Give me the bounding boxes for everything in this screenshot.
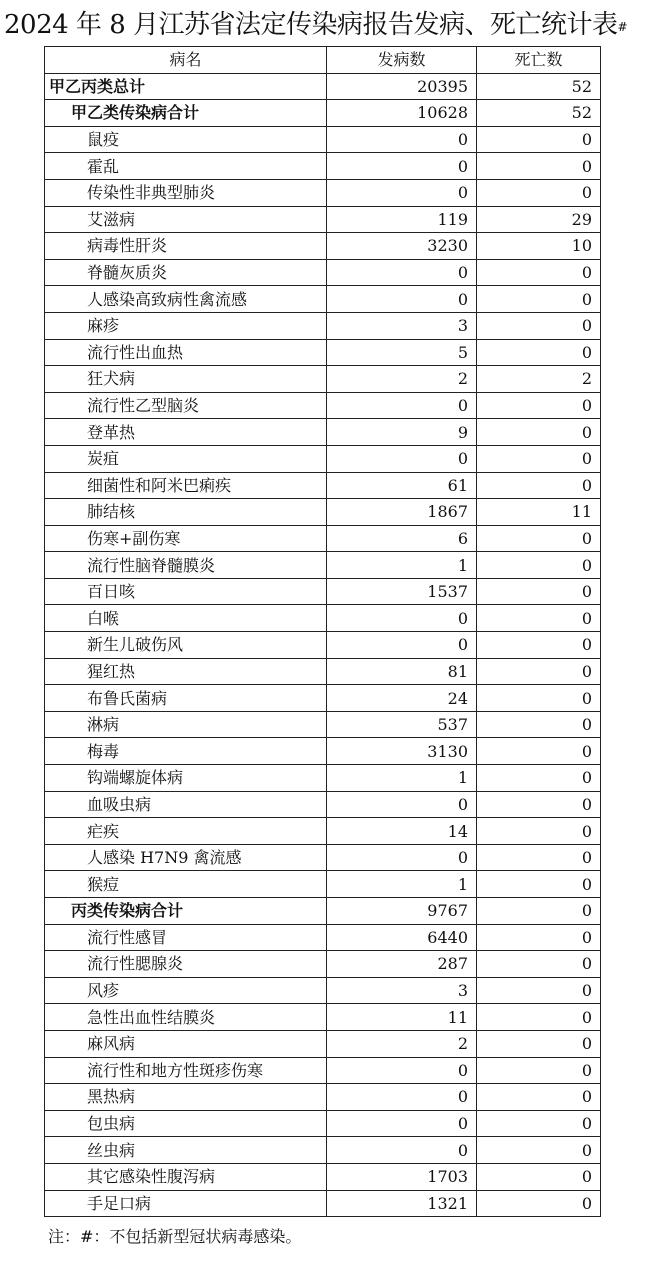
deaths-cell: 52	[477, 100, 601, 127]
cases-cell: 0	[327, 632, 477, 659]
table-row	[45, 632, 601, 659]
table-row	[45, 525, 601, 552]
table-row	[45, 1110, 601, 1137]
cases-cell: 61	[327, 472, 477, 499]
cases-cell: 6440	[327, 924, 477, 951]
deaths-cell: 0	[477, 552, 601, 579]
table-row	[45, 206, 601, 233]
header-disease-name: 病名	[45, 47, 327, 74]
disease-name-cell: 麻疹	[45, 312, 327, 339]
disease-name-cell: 病毒性肝炎	[45, 233, 327, 260]
cases-cell: 0	[327, 445, 477, 472]
cases-cell: 1867	[327, 499, 477, 526]
deaths-cell: 10	[477, 233, 601, 260]
table-row	[45, 1163, 601, 1190]
table-row	[45, 1084, 601, 1111]
deaths-cell: 0	[477, 1110, 601, 1137]
cases-cell: 11	[327, 1004, 477, 1031]
cases-cell: 537	[327, 711, 477, 738]
header-deaths: 死亡数	[477, 47, 601, 74]
disease-name-cell: 流行性乙型脑炎	[45, 392, 327, 419]
deaths-cell: 0	[477, 924, 601, 951]
deaths-cell: 0	[477, 286, 601, 313]
cases-cell: 287	[327, 951, 477, 978]
deaths-cell: 0	[477, 392, 601, 419]
table-row	[45, 1004, 601, 1031]
cases-cell: 0	[327, 844, 477, 871]
disease-name-cell: 黑热病	[45, 1084, 327, 1111]
deaths-cell: 0	[477, 525, 601, 552]
disease-name-cell: 麻风病	[45, 1030, 327, 1057]
deaths-cell: 0	[477, 1137, 601, 1164]
disease-name-cell: 流行性脑脊髓膜炎	[45, 552, 327, 579]
cases-cell: 0	[327, 179, 477, 206]
table-row	[45, 286, 601, 313]
disease-name-cell: 疟疾	[45, 818, 327, 845]
cases-cell: 1321	[327, 1190, 477, 1217]
table-row	[45, 977, 601, 1004]
deaths-cell: 2	[477, 366, 601, 393]
table-row	[45, 153, 601, 180]
cases-cell: 3130	[327, 738, 477, 765]
cases-cell: 14	[327, 818, 477, 845]
disease-name-cell: 风疹	[45, 977, 327, 1004]
deaths-cell: 0	[477, 658, 601, 685]
table-row	[45, 711, 601, 738]
deaths-cell: 0	[477, 312, 601, 339]
cases-cell: 119	[327, 206, 477, 233]
table-row	[45, 605, 601, 632]
table-row	[45, 126, 601, 153]
disease-name-cell: 布鲁氏菌病	[45, 685, 327, 712]
deaths-cell: 0	[477, 791, 601, 818]
disease-name-cell: 肺结核	[45, 499, 327, 526]
cases-cell: 5	[327, 339, 477, 366]
disease-name-cell: 丝虫病	[45, 1137, 327, 1164]
deaths-cell: 0	[477, 179, 601, 206]
deaths-cell: 0	[477, 898, 601, 925]
cases-cell: 0	[327, 153, 477, 180]
disease-name-cell: 急性出血性结膜炎	[45, 1004, 327, 1031]
table-row	[45, 472, 601, 499]
header-cases: 发病数	[327, 47, 477, 74]
cases-cell: 1	[327, 871, 477, 898]
deaths-cell: 0	[477, 871, 601, 898]
cases-cell: 10628	[327, 100, 477, 127]
deaths-cell: 0	[477, 685, 601, 712]
cases-cell: 0	[327, 126, 477, 153]
table-row	[45, 898, 601, 925]
disease-name-cell: 霍乱	[45, 153, 327, 180]
disease-name-cell: 猴痘	[45, 871, 327, 898]
disease-name-cell: 白喉	[45, 605, 327, 632]
disease-name-cell: 梅毒	[45, 738, 327, 765]
deaths-cell: 52	[477, 73, 601, 100]
cases-cell: 20395	[327, 73, 477, 100]
table-row	[45, 951, 601, 978]
disease-name-cell: 人感染 H7N9 禽流感	[45, 844, 327, 871]
deaths-cell: 0	[477, 738, 601, 765]
table-row	[45, 179, 601, 206]
table-row	[45, 312, 601, 339]
table-row	[45, 578, 601, 605]
page-title	[4, 8, 660, 42]
cases-cell: 3230	[327, 233, 477, 260]
disease-name-cell: 血吸虫病	[45, 791, 327, 818]
disease-name-cell: 甲乙丙类总计	[45, 73, 327, 100]
disease-name-cell: 狂犬病	[45, 366, 327, 393]
footnote: 注：#：不包括新型冠状病毒感染。	[48, 1227, 302, 1246]
table-row	[45, 791, 601, 818]
table-row	[45, 366, 601, 393]
table-row	[45, 499, 601, 526]
title-footnote-mark: #	[617, 20, 628, 34]
table-row	[45, 924, 601, 951]
cases-cell: 0	[327, 1137, 477, 1164]
disease-name-cell: 人感染高致病性禽流感	[45, 286, 327, 313]
deaths-cell: 0	[477, 259, 601, 286]
table-row	[45, 445, 601, 472]
deaths-cell: 0	[477, 1004, 601, 1031]
cases-cell: 2	[327, 1030, 477, 1057]
disease-name-cell: 登革热	[45, 419, 327, 446]
disease-name-cell: 伤寒+副伤寒	[45, 525, 327, 552]
disease-name-cell: 流行性出血热	[45, 339, 327, 366]
disease-name-cell: 其它感染性腹泻病	[45, 1163, 327, 1190]
disease-name-cell: 细菌性和阿米巴痢疾	[45, 472, 327, 499]
deaths-cell: 0	[477, 339, 601, 366]
cases-cell: 0	[327, 1110, 477, 1137]
deaths-cell: 0	[477, 126, 601, 153]
table-row	[45, 1057, 601, 1084]
table-row	[45, 844, 601, 871]
disease-name-cell: 淋病	[45, 711, 327, 738]
deaths-cell: 11	[477, 499, 601, 526]
cases-cell: 0	[327, 1084, 477, 1111]
table-row	[45, 738, 601, 765]
table-row	[45, 685, 601, 712]
cases-cell: 24	[327, 685, 477, 712]
deaths-cell: 0	[477, 1084, 601, 1111]
deaths-cell: 0	[477, 632, 601, 659]
disease-name-cell: 手足口病	[45, 1190, 327, 1217]
deaths-cell: 0	[477, 1030, 601, 1057]
deaths-cell: 29	[477, 206, 601, 233]
table-row	[45, 392, 601, 419]
deaths-cell: 0	[477, 711, 601, 738]
table-row	[45, 871, 601, 898]
cases-cell: 0	[327, 286, 477, 313]
deaths-cell: 0	[477, 419, 601, 446]
disease-name-cell: 丙类传染病合计	[45, 898, 327, 925]
deaths-cell: 0	[477, 605, 601, 632]
cases-cell: 1	[327, 765, 477, 792]
table-row	[45, 1190, 601, 1217]
table-body	[45, 73, 601, 1217]
table-row	[45, 765, 601, 792]
table-row	[45, 100, 601, 127]
table-row	[45, 73, 601, 100]
cases-cell: 1703	[327, 1163, 477, 1190]
disease-name-cell: 新生儿破伤风	[45, 632, 327, 659]
cases-cell: 6	[327, 525, 477, 552]
table-header-row	[45, 47, 601, 74]
table-row	[45, 1030, 601, 1057]
disease-name-cell: 钩端螺旋体病	[45, 765, 327, 792]
table-row	[45, 818, 601, 845]
table-row	[45, 1137, 601, 1164]
disease-name-cell: 流行性腮腺炎	[45, 951, 327, 978]
disease-name-cell: 艾滋病	[45, 206, 327, 233]
cases-cell: 0	[327, 1057, 477, 1084]
cases-cell: 3	[327, 312, 477, 339]
deaths-cell: 0	[477, 951, 601, 978]
disease-name-cell: 猩红热	[45, 658, 327, 685]
cases-cell: 0	[327, 259, 477, 286]
disease-name-cell: 百日咳	[45, 578, 327, 605]
disease-name-cell: 包虫病	[45, 1110, 327, 1137]
deaths-cell: 0	[477, 765, 601, 792]
cases-cell: 2	[327, 366, 477, 393]
cases-cell: 1537	[327, 578, 477, 605]
cases-cell: 0	[327, 605, 477, 632]
cases-cell: 3	[327, 977, 477, 1004]
deaths-cell: 0	[477, 578, 601, 605]
cases-cell: 81	[327, 658, 477, 685]
disease-name-cell: 脊髓灰质炎	[45, 259, 327, 286]
deaths-cell: 0	[477, 472, 601, 499]
title-text: 2024 年 8 月江苏省法定传染病报告发病、死亡统计表	[4, 10, 618, 40]
table-row	[45, 339, 601, 366]
cases-cell: 9	[327, 419, 477, 446]
deaths-cell: 0	[477, 1190, 601, 1217]
cases-cell: 1	[327, 552, 477, 579]
deaths-cell: 0	[477, 844, 601, 871]
disease-name-cell: 流行性感冒	[45, 924, 327, 951]
statistics-table	[44, 46, 601, 1217]
deaths-cell: 0	[477, 1057, 601, 1084]
disease-name-cell: 鼠疫	[45, 126, 327, 153]
table-row	[45, 552, 601, 579]
cases-cell: 9767	[327, 898, 477, 925]
deaths-cell: 0	[477, 445, 601, 472]
disease-name-cell: 传染性非典型肺炎	[45, 179, 327, 206]
deaths-cell: 0	[477, 1163, 601, 1190]
table-row	[45, 658, 601, 685]
disease-name-cell: 甲乙类传染病合计	[45, 100, 327, 127]
cases-cell: 0	[327, 791, 477, 818]
deaths-cell: 0	[477, 977, 601, 1004]
disease-name-cell: 炭疽	[45, 445, 327, 472]
table-row	[45, 233, 601, 260]
deaths-cell: 0	[477, 818, 601, 845]
deaths-cell: 0	[477, 153, 601, 180]
table-row	[45, 259, 601, 286]
cases-cell: 0	[327, 392, 477, 419]
table-row	[45, 419, 601, 446]
disease-name-cell: 流行性和地方性斑疹伤寒	[45, 1057, 327, 1084]
